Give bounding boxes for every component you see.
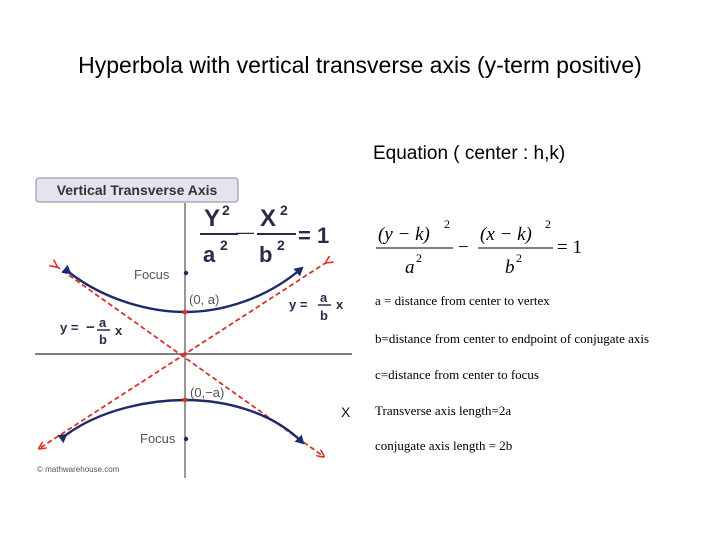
asym-left-a: a [99, 315, 107, 330]
gen-minus: − [458, 237, 469, 258]
asym-left-b: b [99, 332, 107, 347]
note-b: b=distance from center to endpoint of conjugate axis [375, 331, 650, 346]
focus-bottom-label: Focus [140, 431, 176, 446]
asym-right-a: a [320, 290, 328, 305]
asym-right-y: y = [289, 297, 308, 312]
general-equation [376, 217, 582, 278]
equation-subtitle: Equation ( center : h,k) [373, 143, 566, 164]
eq-den-b-sup: 2 [277, 237, 285, 253]
eq-minus: — [236, 222, 254, 242]
vertex-bottom-dot [183, 398, 188, 403]
note-a: a = distance from center to vertex [375, 293, 550, 308]
focus-top-label: Focus [134, 267, 170, 282]
gen-den2-sup: 2 [516, 251, 522, 265]
asym-left-x: x [115, 323, 123, 338]
eq-den-a-sup: 2 [220, 237, 228, 253]
gen-num2-sup: 2 [545, 217, 551, 231]
gen-equals: = 1 [557, 237, 582, 258]
center-dot [183, 352, 187, 356]
x-axis-label: X [341, 404, 351, 420]
asymptote-right-equation [289, 290, 344, 323]
page-title: Hyperbola with vertical transverse axis (y-term positive) [78, 52, 642, 78]
vertex-top-label: (0, a) [189, 292, 220, 307]
eq-den-b: b [259, 242, 273, 267]
focus-top-dot [184, 271, 188, 275]
eq-num-x-sup: 2 [280, 202, 288, 218]
figure-equation [200, 202, 329, 267]
asym-right-b: b [320, 308, 328, 323]
asym-left-minus: − [86, 319, 95, 336]
eq-den-a: a [203, 242, 216, 267]
asym-right-x: x [336, 297, 344, 312]
note-c: c=distance from center to focus [375, 367, 539, 382]
eq-num-y: Y [204, 205, 221, 232]
gen-den2: b [505, 257, 515, 278]
gen-den1: a [405, 257, 415, 278]
focus-bottom-dot [184, 437, 188, 441]
asym-left-y: y = [60, 320, 79, 335]
vertex-bottom-label: (0,−a) [190, 385, 225, 400]
gen-num2: (x − k) [480, 224, 532, 245]
eq-num-y-sup: 2 [222, 202, 230, 218]
note-conjugate-length: conjugate axis length = 2b [375, 438, 513, 453]
asymptote-left-equation [60, 315, 123, 347]
watermark: © mathwarehouse.com [37, 465, 120, 474]
gen-num1: (y − k) [378, 224, 430, 245]
vertex-top-dot [183, 310, 188, 315]
gen-num1-sup: 2 [444, 217, 450, 231]
eq-num-x: X [260, 205, 277, 232]
gen-den1-sup: 2 [416, 251, 422, 265]
eq-equals-one: = 1 [298, 223, 330, 248]
note-transverse-length: Transverse axis length=2a [375, 403, 512, 418]
banner-label: Vertical Transverse Axis [56, 182, 218, 198]
